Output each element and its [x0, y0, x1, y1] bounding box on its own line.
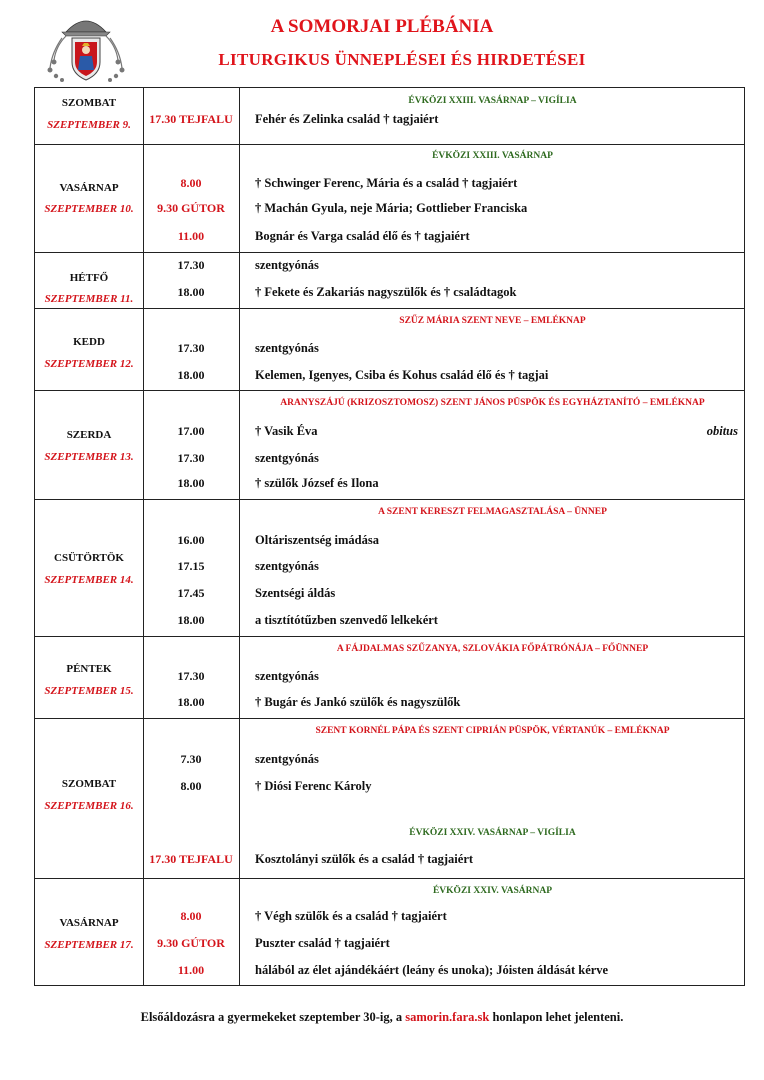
day-name: PÉNTEK: [66, 663, 112, 675]
row-separator: [35, 636, 744, 637]
mass-time: 17.30: [177, 451, 205, 465]
row-separator: [35, 390, 744, 391]
mass-intention: Bognár és Varga család élő és † tagjaiért: [255, 229, 470, 243]
feast-title: A FÁJDALMAS SZŰZANYA, SZLOVÁKIA FŐPÁTRÓNÁJA – FŐÜNNEP: [336, 644, 649, 654]
footer-text-end: honlapon lehet jelenteni.: [489, 1010, 624, 1024]
mass-time: 16.00: [177, 533, 205, 547]
mass-time: 18.00: [177, 368, 205, 382]
feast-title: ÉVKÖZI XXIII. VASÁRNAP: [432, 151, 553, 161]
day-name: HÉTFŐ: [69, 272, 109, 284]
mass-time: 8.00: [180, 779, 202, 793]
mass-time: 8.00: [180, 909, 202, 923]
feast-title: ÉVKÖZI XXIV. VASÁRNAP: [432, 886, 553, 896]
day-date: SZEPTEMBER 14.: [44, 574, 134, 586]
mass-time: 18.00: [177, 695, 205, 709]
mass-time: 17.15: [177, 559, 205, 573]
mass-time: 7.30: [180, 752, 202, 766]
mass-intention: † Végh szülők és a család † tagjaiért: [255, 909, 447, 923]
feast-title: ÉVKÖZI XXIII. VASÁRNAP – VIGÍLIA: [408, 96, 577, 106]
schedule-table: [34, 87, 745, 986]
day-date: SZEPTEMBER 17.: [44, 939, 134, 951]
day-date: SZEPTEMBER 12.: [44, 358, 134, 370]
parish-website-link[interactable]: samorin.fara.sk: [405, 1010, 490, 1024]
mass-intention: Oltáriszentség imádása: [255, 533, 379, 547]
row-separator: [35, 499, 744, 500]
mass-intention: szentgyónás: [255, 752, 319, 766]
day-date: SZEPTEMBER 16.: [44, 800, 134, 812]
mass-intention: Kelemen, Igenyes, Csiba és Kohus család élő és † tagjai: [255, 368, 549, 382]
day-name: SZOMBAT: [61, 778, 117, 790]
day-name: SZOMBAT: [61, 97, 117, 109]
mass-time: 17.30: [177, 341, 205, 355]
page-title: A SOMORJAI PLÉBÁNIA: [270, 16, 494, 37]
day-date: SZEPTEMBER 10.: [44, 203, 134, 215]
page-subtitle: LITURGIKUS ÜNNEPLÉSEI ÉS HIRDETÉSEI: [218, 50, 586, 69]
mass-intention: † szülők József és Ilona: [255, 476, 379, 490]
mass-intention: † Machán Gyula, neje Mária; Gottlieber Franciska: [255, 201, 528, 215]
mass-intention: Szentségi áldás: [255, 586, 336, 600]
mass-intention: Fehér és Zelinka család † tagjaiért: [255, 112, 439, 126]
day-name: CSÜTÖRTÖK: [54, 552, 124, 564]
mass-time: 17.00: [177, 424, 205, 438]
feast-title: A SZENT KERESZT FELMAGASZTALÁSA – ÜNNEP: [378, 507, 607, 517]
row-separator: [35, 878, 744, 879]
day-date: SZEPTEMBER 15.: [44, 685, 134, 697]
mass-time: 18.00: [177, 285, 205, 299]
day-name: KEDD: [73, 336, 105, 348]
feast-title: SZŰZ MÁRIA SZENT NEVE – EMLÉKNAP: [399, 316, 586, 326]
row-separator: [35, 718, 744, 719]
mass-time: 17.30: [177, 258, 205, 272]
feast-title: ÉVKÖZI XXIV. VASÁRNAP – VIGÍLIA: [409, 828, 576, 838]
mass-intention: szentgyónás: [255, 258, 319, 272]
mass-time: 17.30 TEJFALU: [149, 852, 233, 866]
row-separator: [35, 308, 744, 309]
mass-intention: † Bugár és Jankó szülők és nagyszülők: [255, 695, 461, 709]
day-name: VASÁRNAP: [59, 917, 119, 929]
mass-time: 17.45: [177, 586, 205, 600]
footer-notice: [0, 1010, 764, 1025]
mass-intention: Puszter család † tagjaiért: [255, 936, 390, 950]
row-separator: [35, 252, 744, 253]
mass-intention: a tisztítótűzben szenvedő lelkekért: [255, 613, 438, 627]
mass-time: 11.00: [177, 963, 205, 977]
mass-time: 17.30: [177, 669, 205, 683]
mass-time: 17.30 TEJFALU: [149, 112, 233, 126]
mass-time: 18.00: [177, 613, 205, 627]
mass-intention: † Diósi Ferenc Károly: [255, 779, 372, 793]
mass-time: 9.30 GÚTOR: [157, 201, 225, 215]
feast-title: SZENT KORNÉL PÁPA ÉS SZENT CIPRIÁN PÜSPÖK, VÉRTANÚK – EMLÉKNAP: [315, 726, 670, 736]
mass-time: 8.00: [180, 176, 202, 190]
day-date: SZEPTEMBER 11.: [44, 293, 134, 305]
row-separator: [35, 144, 744, 145]
feast-title: ARANYSZÁJÚ (KRIZOSZTOMOSZ) SZENT JÁNOS PÜSPÖK ÉS EGYHÁZTANÍTÓ – EMLÉKNAP: [280, 398, 705, 408]
mass-intention: szentgyónás: [255, 559, 319, 573]
mass-intention: † Schwinger Ferenc, Mária és a család † tagjaiért: [255, 176, 518, 190]
day-date: SZEPTEMBER 13.: [44, 451, 134, 463]
column-divider: [239, 88, 240, 985]
day-name: VASÁRNAP: [59, 182, 119, 194]
footer-text: Elsőáldozásra a gyermekeket szeptember 30-ig, a: [140, 1010, 406, 1024]
mass-time: 9.30 GÚTOR: [157, 936, 225, 950]
mass-time: 11.00: [177, 229, 205, 243]
day-name: SZERDA: [66, 429, 112, 441]
obitus-note: obitus: [706, 424, 738, 438]
mass-intention: szentgyónás: [255, 669, 319, 683]
mass-intention: Kosztolányi szülők és a család † tagjaiért: [255, 852, 474, 866]
mass-intention: szentgyónás: [255, 451, 319, 465]
mass-intention: hálából az élet ajándékáért (leány és unoka); Jóisten áldását kérve: [255, 963, 609, 977]
day-date: SZEPTEMBER 9.: [47, 119, 131, 131]
mass-intention: szentgyónás: [255, 341, 319, 355]
mass-intention: † Vasik Éva: [255, 424, 318, 438]
mass-intention: † Fekete és Zakariás nagyszülők és † családtagok: [255, 285, 517, 299]
mass-time: 18.00: [177, 476, 205, 490]
